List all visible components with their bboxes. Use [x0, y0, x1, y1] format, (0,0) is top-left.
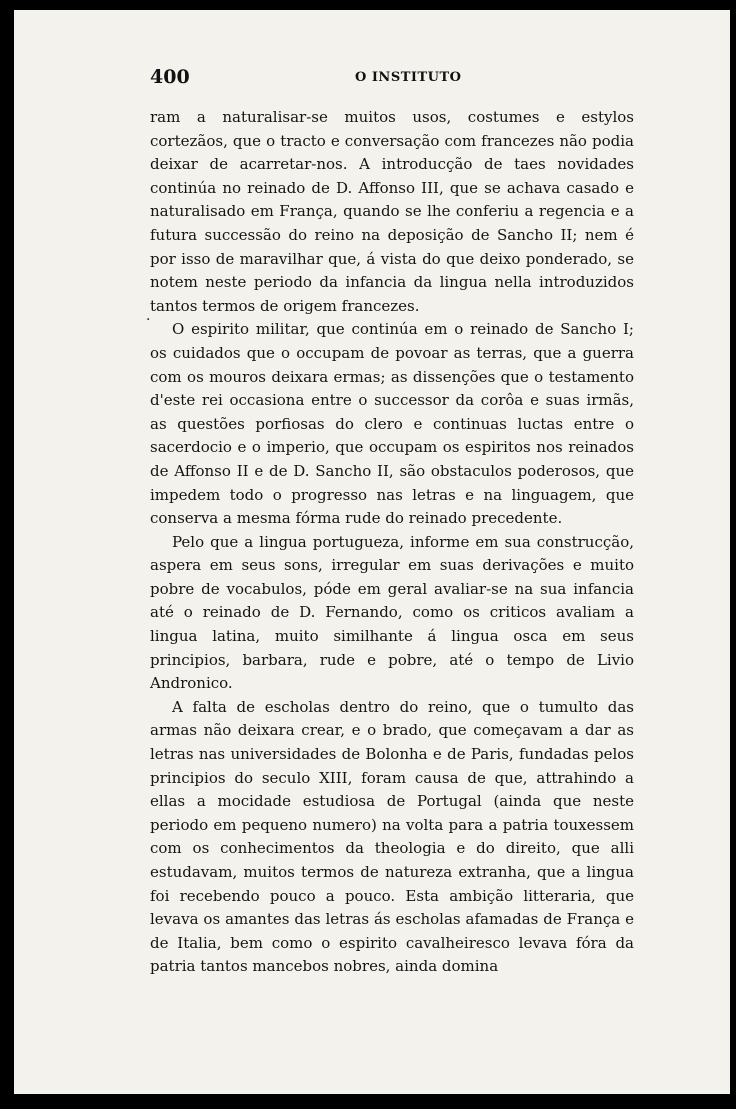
paragraph-1: ram a naturalisar-se muitos usos, costumes e estylos cortezãos, que o tracto e conversação com francezes não podia deixar de acarretar-nos. A introducção de taes novidades continúa no reinado de D. Affonso III, que se achava casado e naturalisado em França, quando se lhe conferiu a regencia e a futura successão do reino na deposição de Sancho II; nem é por isso de maravilhar que, á vista do que deixo ponderado, se notem neste periodo da infancia da lingua nella introduzidos tantos termos de origem francezes.: [150, 108, 634, 315]
paragraph-3: Pelo que a lingua portugueza, informe em sua construcção, aspera em seus sons, irregular em suas derivações e muito pobre de vocabulos, póde em geral avaliar-se na sua infancia até o reinado de D. Fernando, como os criticos avaliam a lingua latina, muito similhante á lingua osca em seus principios, barbara, rude e pobre, até o tempo de Livio Andronico.: [150, 532, 634, 693]
body-text: [150, 106, 634, 979]
margin-mark: ·: [146, 312, 151, 328]
page-number: 400: [150, 66, 190, 88]
paragraph-2: O espirito militar, que continúa em o reinado de Sancho I; os cuidados que o occupam de povoar as terras, que a guerra com os mouros deixara ermas; as dissenções que o testamento d'este rei occasiona entre o successor da corôa e suas irmãs, as questões porfiosas do clero e continuas luctas entre o sacerdocio e o imperio, que occupam os espiritos nos reinados de Affonso II e de D. Sancho II, são obstaculos poderosos, que impedem todo o progresso nas letras e na linguagem, que conserva a mesma fórma rude do reinado precedente.: [150, 320, 634, 528]
running-head: [150, 66, 630, 92]
paragraph-4: A falta de escholas dentro do reino, que o tumulto das armas não deixara crear, e o brado, que começavam a dar as letras nas universidades de Bolonha e de Paris, fundadas pelos principios do seculo XIII, foram causa de que, attrahindo a ellas a mocidade estudiosa de Portugal (ainda que neste periodo em pequeno numero) na volta para a patria touxessem com os conhecimentos da theologia e do direito, que alli estudavam, muitos termos de natureza extranha, que a lingua foi recebendo pouco a pouco. Esta ambição litteraria, que levava os amantes das letras ás escholas afamadas de França e de Italia, bem como o espirito cavalheiresco levava fóra da patria tantos mancebos nobres, ainda domina: [150, 697, 634, 976]
journal-title: O INSTITUTO: [355, 70, 462, 85]
